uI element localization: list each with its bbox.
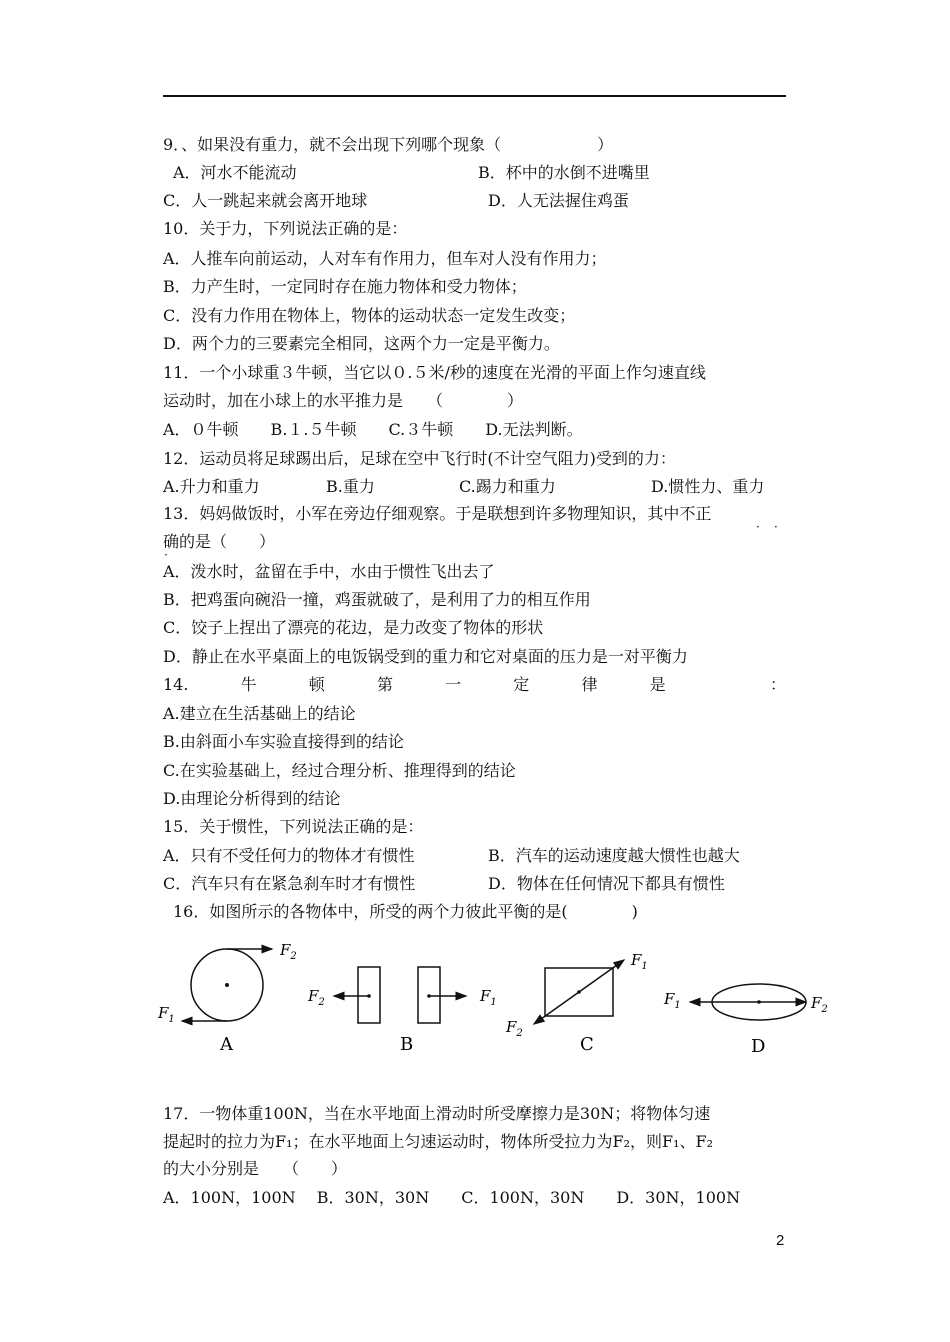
figure-c [505,951,648,1055]
q12-option-b: B.重力 [326,477,375,496]
q15-option-b: B．汽车的运动速度越大惯性也越大 [488,846,740,865]
label-f2: $F_2$ [308,987,325,1008]
q17-stem-line1: 17．一物体重100N，当在水平地面上滑动时所受摩擦力是30N；将物体匀速 [163,1104,711,1123]
figure-a [157,941,297,1055]
figure-b [307,967,497,1055]
q15-option-a: A．只有不受任何力的物体才有惯性 [163,846,415,865]
q13-option-c: C．饺子上捏出了漂亮的花边，是力改变了物体的形状 [163,618,544,637]
q9-option-d: D．人无法握住鸡蛋 [488,191,629,210]
q14-stem-char: 14. [163,675,189,694]
q14-stem-char: 一 [445,675,462,694]
q9-stem: 9．、如果没有重力，就不会出现下列哪个现象（ ） [163,135,614,154]
q14-option-b: B.由斜面小车实验直接得到的结论 [163,732,404,751]
q14-stem-char: 第 [376,675,393,694]
q14-option-c: C.在实验基础上，经过合理分析、推理得到的结论 [163,761,516,780]
q11-options: A．０牛顿 B.１.５牛顿 C.３牛顿 D.无法判断。 [163,420,583,439]
q14-stem-char: 是 [649,675,666,694]
q14-stem-char: 顿 [308,675,325,694]
q12-stem: 12．运动员将足球踢出后，足球在空中飞行时(不计空气阻力)受到的力： [163,449,676,468]
emphasis-dot: · [756,520,760,534]
q14-option-d: D.由理论分析得到的结论 [163,789,341,808]
q10-option-d: D．两个力的三要素完全相同，这两个力一定是平衡力。 [163,334,560,353]
q14-stem-char: 律 [581,675,598,694]
label-f2: $F_2$ [280,941,297,962]
q13-stem-line1: 13．妈妈做饭时，小军在旁边仔细观察。于是联想到许多物理知识，其中不正 [163,504,712,523]
caption-a: A [220,1034,233,1055]
page-number: 2 [776,1232,785,1249]
emphasis-dot: · [774,520,778,534]
caption-b: B [400,1034,414,1055]
q11-stem-line1: 11．一个小球重３牛顿，当它以０.５米/秒的速度在光滑的平面上作匀速直线 [163,363,706,382]
label-f2: $F_2$ [811,994,828,1015]
q17-stem-line3: 的大小分别是 （ ） [163,1159,348,1178]
force-f1-arrow [579,960,624,992]
force-f2-arrow [534,992,579,1024]
q12-option-c: C.踢力和重力 [459,477,556,496]
q15-option-d: D．物体在任何情况下都具有惯性 [488,874,725,893]
q10-option-a: A．人推车向前运动，人对车有作用力，但车对人没有作用力； [163,249,607,268]
q13-option-d: D．静止在水平桌面上的电饭锅受到的重力和它对桌面的压力是一对平衡力 [163,647,688,666]
label-f1: $F_1$ [158,1004,175,1025]
label-f1: $F_1$ [480,987,497,1008]
center-point [225,983,229,987]
figure-d [663,984,828,1057]
label-f1: $F_1$ [631,951,648,972]
q9-option-b: B．杯中的水倒不进嘴里 [478,163,650,182]
q14-stem-char: 定 [513,675,530,694]
emphasis-dot: · [164,548,168,562]
q12-option-a: A.升力和重力 [163,477,260,496]
q14-stem-char: 牛 [240,675,257,694]
q17-options: A．100N，100N B．30N，30N C．100N，30N D．30N，100N [163,1188,741,1207]
q13-option-a: A．泼水时，盆留在手中，水由于惯性飞出去了 [163,562,495,581]
q16-stem: 16．如图所示的各物体中，所受的两个力彼此平衡的是( ) [173,902,638,921]
q15-option-c: C．汽车只有在紧急刹车时才有惯性 [163,874,416,893]
label-f2: $F_2$ [506,1018,523,1039]
caption-d: D [751,1036,766,1057]
q15-stem: 15．关于惯性，下列说法正确的是： [163,817,424,836]
q10-option-c: C．没有力作用在物体上，物体的运动状态一定发生改变； [163,306,576,325]
label-f1: $F_1$ [664,990,681,1011]
q14-option-a: A.建立在生活基础上的结论 [163,704,356,723]
q10-stem: 10．关于力，下列说法正确的是： [163,219,408,238]
q13-option-b: B．把鸡蛋向碗沿一撞，鸡蛋就破了，是利用了力的相互作用 [163,590,591,609]
q9-option-c: C．人一跳起来就会离开地球 [163,191,368,210]
q12-option-d: D.惯性力、重力 [651,477,765,496]
q11-stem-line2: 运动时，加在小球上的水平推力是 （ ） [163,391,524,410]
q13-stem-line2: 确的是（ ） [163,532,276,551]
q10-option-b: B．力产生时，一定同时存在施力物体和受力物体； [163,277,527,296]
q17-stem-line2: 提起时的拉力为F₁；在水平地面上匀速运动时，物体所受拉力为F₂，则F₁、F₂ [163,1132,714,1151]
q14-stem-char: ： [769,675,786,694]
caption-c: C [580,1034,594,1055]
q9-option-a: A．河水不能流动 [173,163,297,182]
